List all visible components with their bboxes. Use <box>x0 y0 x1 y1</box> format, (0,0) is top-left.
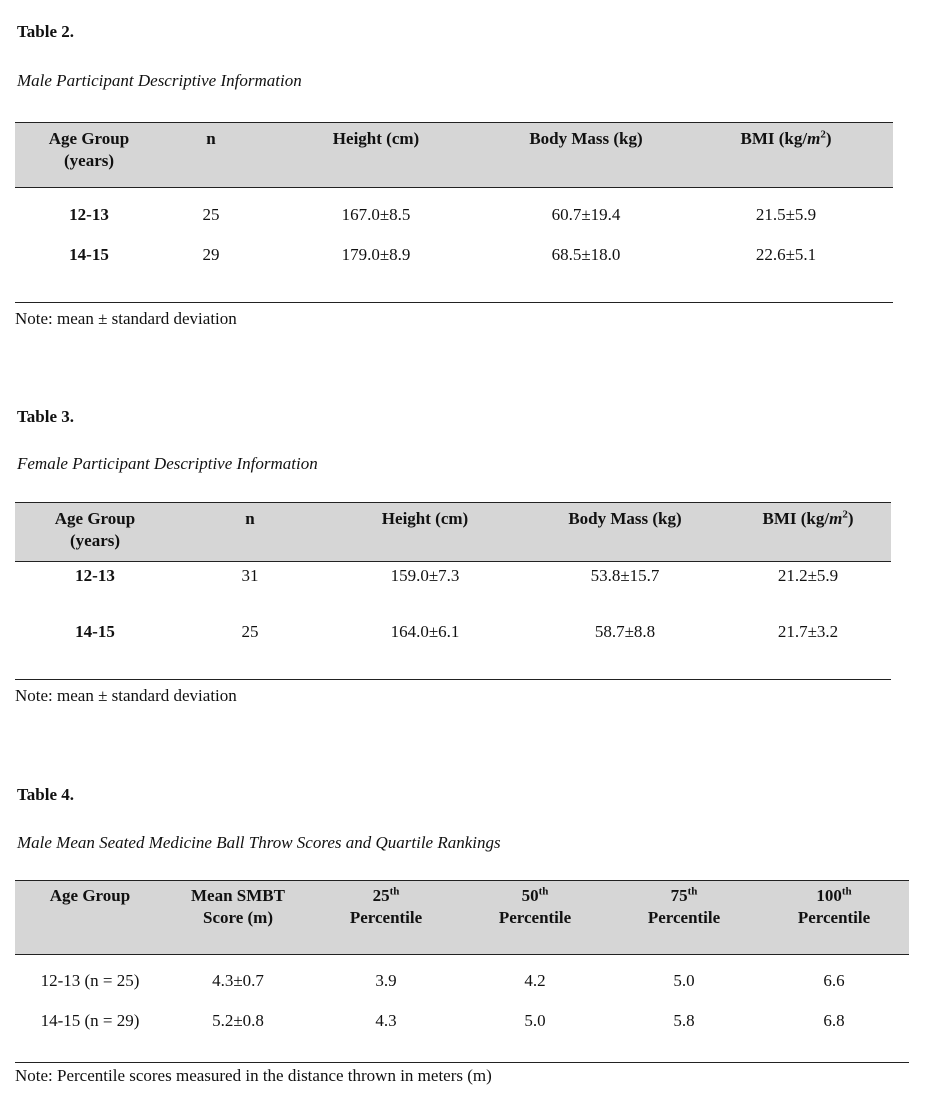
header-bmi: BMI $(kg/m^2)$ <box>725 503 891 562</box>
cell-height: 164.0±6.1 <box>390 621 460 641</box>
cell-age: 12-13 <box>75 566 115 585</box>
cell-mass: 58.7±8.8 <box>594 621 656 641</box>
header-age-group: Age Group <box>15 881 165 955</box>
cell-mass: 60.7±19.4 <box>551 205 621 225</box>
header-bmi: BMI $(kg/m^2)$ <box>679 123 893 188</box>
header-50th-percentile: 50th Percentile <box>461 881 609 955</box>
cell-height: 179.0±8.9 <box>341 244 411 264</box>
cell-p50: 4.2 <box>524 970 546 990</box>
cell-height: 159.0±7.3 <box>390 566 460 585</box>
cell-bmi: 22.6±5.1 <box>755 244 817 264</box>
header-100th-percentile: 100th Percentile <box>759 881 909 955</box>
table3-note: Note: mean ± standard deviation <box>15 686 237 705</box>
cell-bmi: 21.2±5.9 <box>777 566 839 585</box>
cell-p25: 4.3 <box>375 1010 397 1030</box>
table3 <box>15 502 891 680</box>
table2-note: Note: mean ± standard deviation <box>15 309 237 328</box>
cell-p100: 6.8 <box>823 1010 845 1030</box>
cell-age: 14-15 <box>75 621 115 641</box>
cell-n: 25 <box>241 621 259 641</box>
table4-note: Note: Percentile scores measured in the distance thrown in meters (m) <box>15 1066 492 1085</box>
header-height: Height (cm) <box>325 503 525 562</box>
cell-age: 14-15 (n = 29) <box>40 1010 140 1030</box>
cell-p75: 5.8 <box>673 1010 695 1030</box>
table3-header-row <box>15 503 891 562</box>
cell-mean: 5.2±0.8 <box>212 1010 264 1030</box>
table-row <box>15 1007 909 1063</box>
header-height: Height (cm) <box>259 123 493 188</box>
table2-label: Table 2. <box>17 22 75 41</box>
table-row <box>15 188 893 243</box>
table2 <box>15 122 893 303</box>
header-body-mass: Body Mass (kg) <box>525 503 725 562</box>
cell-mass: 68.5±18.0 <box>551 244 621 264</box>
table4-header-row <box>15 881 909 955</box>
table2-header-row <box>15 123 893 188</box>
cell-bmi: 21.7±3.2 <box>777 621 839 641</box>
cell-mean: 4.3±0.7 <box>212 970 264 990</box>
table3-caption: Female Participant Descriptive Information <box>17 454 318 473</box>
table-row <box>15 612 891 680</box>
header-body-mass: Body Mass (kg) <box>493 123 679 188</box>
header-mean-smbt: Mean SMBT Score (m) <box>165 881 311 955</box>
table-row <box>15 562 891 612</box>
table4-caption: Male Mean Seated Medicine Ball Throw Scores and Quartile Rankings <box>17 833 501 852</box>
cell-bmi: 21.5±5.9 <box>755 205 817 225</box>
header-age-group: Age Group (years) <box>15 503 175 562</box>
cell-mass: 53.8±15.7 <box>590 566 660 585</box>
table4 <box>15 880 909 1063</box>
table4-label: Table 4. <box>17 785 75 804</box>
cell-n: 25 <box>202 205 220 225</box>
table2-caption: Male Participant Descriptive Information <box>17 71 302 90</box>
table-row <box>15 243 893 303</box>
cell-n: 31 <box>241 566 259 585</box>
cell-n: 29 <box>202 244 220 264</box>
header-n: n <box>163 123 259 188</box>
header-25th-percentile: 25th Percentile <box>311 881 461 955</box>
cell-age: 12-13 <box>69 205 109 225</box>
header-n: n <box>175 503 325 562</box>
cell-age: 12-13 (n = 25) <box>40 970 140 990</box>
table3-label: Table 3. <box>17 407 75 426</box>
header-75th-percentile: 75th Percentile <box>609 881 759 955</box>
cell-height: 167.0±8.5 <box>341 205 411 225</box>
cell-p75: 5.0 <box>673 970 695 990</box>
cell-p100: 6.6 <box>823 970 845 990</box>
header-age-group: Age Group (years) <box>15 123 163 188</box>
cell-age: 14-15 <box>69 244 109 264</box>
cell-p50: 5.0 <box>524 1010 546 1030</box>
table-row <box>15 955 909 1007</box>
cell-p25: 3.9 <box>375 970 397 990</box>
